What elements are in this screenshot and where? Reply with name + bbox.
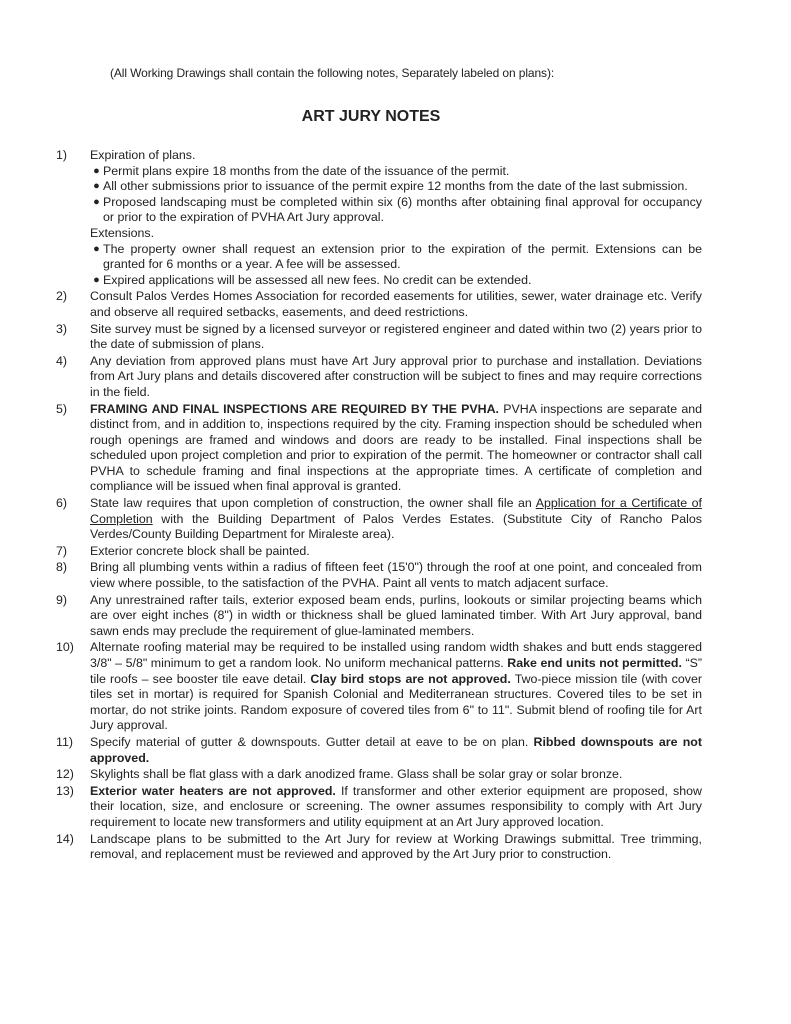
- note-13: [56, 784, 702, 831]
- note-7: [56, 544, 702, 560]
- note-text: State law requires that upon completion of construction, the owner shall file an Application for a Certificate of Completion with the Building Department of Palos Verdes Estates. (Substitute City of Rancho Palos Verdes/County Building Department for Miraleste area).: [90, 496, 702, 542]
- bold-text: FRAMING AND FINAL INSPECTIONS ARE REQUIRED BY THE PVHA.: [90, 401, 500, 416]
- note-12: [56, 767, 702, 783]
- note-number: 9): [56, 592, 68, 607]
- bullet-item: ● Permit plans expire 18 months from the date of the issuance of the permit.: [90, 164, 702, 180]
- page-title: ART JURY NOTES: [301, 108, 441, 125]
- note-text: Site survey must be signed by a licensed surveyor or registered engineer and dated within two (2) years prior to the date of submission of plans.: [90, 321, 702, 352]
- bold-text: Exterior water heaters are not approved.: [90, 783, 336, 798]
- note-4: [56, 354, 702, 401]
- note-text: Skylights shall be flat glass with a dark anodized frame. Glass shall be solar gray or solar bronze.: [90, 767, 623, 782]
- note-number: 4): [56, 353, 68, 368]
- bold-text: Clay bird stops are not approved.: [310, 671, 511, 686]
- note-number: 12): [56, 767, 74, 782]
- note-number: 2): [56, 289, 68, 304]
- bullet-icon: ●: [93, 273, 100, 286]
- note-text: Bring all plumbing vents within a radius of fifteen feet (15'0") through the roof at one point, and concealed from view where possible, to the satisfaction of the PVHA. Paint all vents to match adjacent surface.: [90, 560, 702, 591]
- bullet-icon: ●: [93, 195, 100, 208]
- note-text: Alternate roofing material may be required to be installed using random width shakes and butt ends staggered 3/8" – 5/8" minimum to get a random look. No uniform mechanical patterns. Rake end units not permitted. “S” tile roofs – see booster tile eave detail. Clay bird stops are not approved. Two-piece mission tile (with cover tiles set in mortar) is required for Spanish Colonial and Mediterranean structures. Covered tiles to be set in mortar, do not strike joints. Random exposure of covered tiles from 6" to 11". Submit blend of roofing tile for Art Jury approval.: [90, 640, 702, 733]
- note-8: [56, 560, 702, 591]
- note-text: Exterior water heaters are not approved. If transformer and other exterior equipment are proposed, show their location, size, and enclosure or screening. The owner assumes responsibility to comply with Art Jury requirement to locate new transformers and utility equipment at an Art Jury approved location.: [90, 783, 702, 829]
- note-number: 7): [56, 543, 68, 558]
- note-text: Specify material of gutter & downspouts. Gutter detail at eave to be on plan. Ribbed downspouts are not approved.: [90, 734, 702, 765]
- bold-text: Rake end units not permitted.: [507, 656, 682, 670]
- bullet-icon: ●: [93, 242, 100, 255]
- header-note: (All Working Drawings shall contain the following notes, Separately labeled on plans):: [110, 66, 555, 80]
- extensions-label: Extensions.: [90, 225, 155, 240]
- note-1: [56, 148, 702, 288]
- note-number: 1): [56, 148, 68, 162]
- note-3: [56, 322, 702, 353]
- note-number: 6): [56, 496, 68, 511]
- note-text: FRAMING AND FINAL INSPECTIONS ARE REQUIRED BY THE PVHA. PVHA inspections are separate and distinct from, and in addition to, inspections required by the city. Framing inspection should be scheduled when rough openings are framed and windows and doors are ready to be installed. Final inspections shall be scheduled upon project completion and prior to expiration of the permit. The homeowner or contractor shall call PVHA to schedule framing and final inspections at the appropriate times. A certificate of completion and compliance will be issued when final approval is granted.: [90, 401, 703, 494]
- note-text: Any unrestrained rafter tails, exterior exposed beam ends, purlins, lookouts or similar projecting beams which are over eight inches (8") in width or thickness shall be glued laminated timber. With Art Jury approval, band sawn ends may preclude the requirement of glue-laminated members.: [90, 592, 702, 638]
- note-5: [56, 402, 702, 496]
- bullet-item: ● Proposed landscaping must be completed within six (6) months after obtaining final approval for occupancy or prior to the expiration of PVHA Art Jury approval.: [90, 195, 702, 226]
- note-number: 14): [56, 831, 74, 846]
- bullet-icon: ●: [93, 164, 100, 177]
- note-11: [56, 735, 702, 766]
- notes-list: [56, 148, 702, 864]
- note-6: [56, 496, 702, 543]
- note-text: Landscape plans to be submitted to the Art Jury for review at Working Drawings submittal. Tree trimming, removal, and replacement must be reviewed and approved by the Art Jury prior to construction.: [90, 831, 702, 862]
- note-text: Consult Palos Verdes Homes Association for recorded easements for utilities, sewer, water drainage etc. Verify and observe all required setbacks, easements, and deed restrictions.: [90, 289, 702, 319]
- note-label: Expiration of plans.: [90, 148, 196, 162]
- note-number: 13): [56, 783, 74, 798]
- note-number: 10): [56, 640, 74, 655]
- note-text: Exterior concrete block shall be painted.: [90, 543, 310, 558]
- note-number: 3): [56, 321, 68, 336]
- note-number: 11): [56, 734, 73, 749]
- note-number: 8): [56, 560, 68, 575]
- bullet-item: ● Expired applications will be assessed all new fees. No credit can be extended.: [90, 273, 702, 289]
- note-10: [56, 640, 702, 734]
- bold-text: Ribbed downspouts are not approved.: [90, 734, 702, 765]
- note-9: [56, 593, 702, 640]
- note-number: 5): [56, 401, 68, 416]
- note-text: Any deviation from approved plans must have Art Jury approval prior to purchase and installation. Deviations from Art Jury plans and details discovered after construction will be subject to fines and may require corrections in the field.: [90, 353, 702, 399]
- underlined-text: Application for a Certificate of Completion: [90, 496, 702, 526]
- bullet-item: ● The property owner shall request an extension prior to the expiration of the permit. Extensions can be granted for 6 months or a year. A fee will be assessed.: [90, 242, 702, 273]
- bullet-icon: ●: [93, 180, 100, 193]
- note-14: [56, 832, 702, 863]
- bullet-item: ● All other submissions prior to issuance of the permit expire 12 months from the date of the last submission.: [90, 179, 702, 195]
- note-2: [56, 289, 702, 320]
